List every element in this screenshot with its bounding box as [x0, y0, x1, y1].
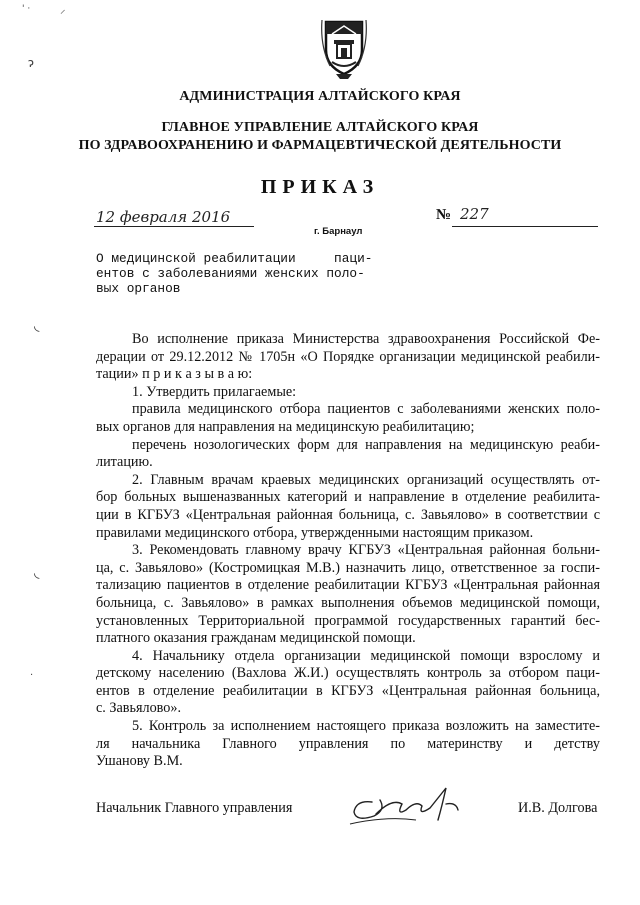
body-line: с. Завьялово».: [96, 700, 182, 717]
body-line: литацию.: [96, 454, 153, 471]
handwritten-signature: [346, 780, 466, 830]
order-subject: [96, 251, 416, 296]
scan-mark: ⸝: [60, 3, 66, 16]
scan-mark: ɂ: [28, 56, 34, 70]
department-name-line2: ПО ЗДРАВООХРАНЕНИЮ И ФАРМАЦЕВТИЧЕСКОЙ ДЕЯТЕЛЬНОСТИ: [78, 138, 562, 153]
order-body: [96, 331, 600, 771]
date-underline: [94, 226, 254, 227]
number-label: №: [436, 207, 452, 223]
subject-line: ентов с заболеваниями женских поло-: [96, 266, 365, 281]
subject-line: вых органов: [96, 281, 181, 296]
body-line: тализацию пациентов в отделение реабилитации КГБУЗ «Центральная районная: [96, 577, 600, 594]
item-2: 2. Главным врачам краевых медицинских организаций осуществлять от-: [132, 471, 600, 488]
handwritten-number: 227: [460, 205, 489, 223]
body-line: тации» п р и к а з ы в а ю:: [96, 366, 253, 383]
item-5: 5. Контроль за исполнением настоящего приказа возложить на заместите-: [132, 718, 600, 735]
city-label: г. Барнаул: [314, 226, 363, 237]
document-type-title: ПРИКАЗ: [260, 176, 380, 198]
subject-line: О медицинской реабилитации паци-: [96, 251, 373, 266]
body-line: платного оказания гражданам медицинской помощи.: [96, 630, 416, 647]
body-line: детскому населению (Вахлова Ж.И.) осуществлять контроль за отбором паци-: [96, 665, 600, 682]
item-1-heading: 1. Утвердить прилагаемые:: [132, 383, 297, 400]
scan-mark: ·: [30, 670, 34, 681]
handwritten-date: 12 февраля 2016: [96, 208, 231, 226]
body-line: больница, с. Завьялово» в рамках выполнения объемов медицинской помощи,: [96, 594, 600, 611]
item-3: 3. Рекомендовать главному врачу КГБУЗ «Центральная районная больни-: [132, 542, 600, 559]
scan-mark: ◟: [34, 565, 40, 581]
body-line: Во исполнение приказа Министерства здравоохранения Российской Фе-: [132, 331, 600, 347]
body-line: дерации от 29.12.2012 № 1705н «О Порядке организации медицинской реабили-: [96, 348, 600, 365]
scan-mark: ' ·: [22, 4, 31, 14]
body-line: установленных Территориальной программой государственных гарантий бес-: [96, 612, 600, 629]
signatory-name: И.В. Долгова: [518, 800, 598, 816]
scan-mark: ◟: [34, 318, 40, 334]
item-4: 4. Начальнику отдела организации медицинской помощи взрослому и: [132, 647, 600, 664]
body-line: правила медицинского отбора пациентов с заболеваниями женских поло-: [132, 401, 600, 418]
body-line: правилами медицинского отбора, утвержденными настоящим приказом.: [96, 524, 534, 541]
body-line: бор больных вышеназванных категорий и направление в отделение реабилита-: [96, 489, 600, 506]
body-line: перечень нозологических форм для направления на медицинскую реаби-: [132, 436, 600, 453]
body-line: ля начальника Главного управления по материнству и детству: [96, 735, 600, 752]
body-line: Ушанову В.М.: [96, 753, 183, 770]
administration-name: АДМИНИСТРАЦИЯ АЛТАЙСКОГО КРАЯ: [179, 89, 461, 104]
body-line: ца, с. Завьялово» (Костромицкая М.В.) назначить лицо, ответственное за госпи-: [96, 559, 600, 576]
coat-of-arms-emblem: [320, 16, 368, 80]
body-line: вых органов для направления на медицинскую реабилитацию;: [96, 418, 475, 435]
department-name-line1: ГЛАВНОЕ УПРАВЛЕНИЕ АЛТАЙСКОГО КРАЯ: [161, 120, 479, 135]
body-line: ентов в отделение реабилитации в КГБУЗ «Центральная районная больница,: [96, 682, 600, 699]
signatory-position: Начальник Главного управления: [96, 800, 293, 816]
number-underline: [452, 226, 598, 227]
body-line: ции в КГБУЗ «Центральная районная больница, с. Завьялово» в соответствии с: [96, 506, 600, 523]
